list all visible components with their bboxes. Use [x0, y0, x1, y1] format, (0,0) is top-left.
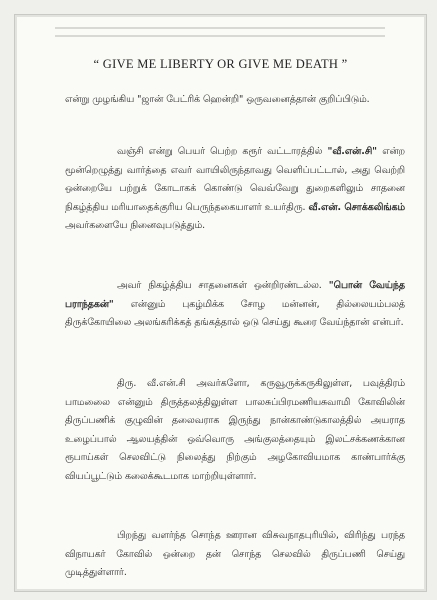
- paragraph-text: பிறந்து வளர்ந்த சொந்த ஊரான விசுவநாதபுரியில், விரிந்து பரந்த விநாயகர் கோவில் ஒன்றை தன் சொந்த செலவில் திருப்பணி செய்து முடித்துள்ளார்.: [65, 530, 405, 578]
- highlight-text: "வீ.என்.சி": [327, 146, 378, 157]
- paragraph-2: [65, 143, 405, 236]
- paragraph-text: வஞ்சி என்று பெயர் பெற்ற கரூர் வட்டாரத்தில்: [117, 146, 328, 157]
- bleed-through-line: [55, 27, 385, 29]
- document-page: [14, 14, 427, 592]
- document-title: “ GIVE ME LIBERTY OR GIVE ME DEATH ”: [93, 57, 348, 71]
- paragraph-4: [65, 375, 405, 486]
- paragraph-text: என்ற மூன்றெழுத்து வார்த்தை எவர் வாயிலிருந்தாவது வெளிப்பட்டால், அது வெற்றி ஒன்றையே பற்றுக் கோடாகக் கொண்டு வெவ்வேறு துறைகளிலும் சாதனை நிகழ்த்திய மரியாதைக்குரிய பெருந்தகையாளர் உயர்திரு.: [65, 146, 405, 213]
- person-name: வீ.என். சொக்கலிங்கம்: [308, 201, 405, 213]
- paragraph-5: [65, 527, 405, 583]
- paragraph-1: [65, 91, 405, 110]
- paragraph-text: அவர் நிகழ்த்திய சாதனைகள் ஒன்றிரண்டல்ல.: [117, 280, 329, 291]
- bleed-through-line: [55, 35, 385, 37]
- paragraph-text: திரு. வீ.என்.சி அவர்களோ, கருவூருக்கருகிலுள்ள, பவுத்திரம் பாமலைை என்னும் திருத்தலத்திலுள்ள பாலசுப்பிரமணியசுவாமி கோவிலின் திருப்பணிக் குழுவின் தலைவராக இருந்து நான்காண்டுகாலத்தில் அயராத உழைப்பால் ஆலயத்தின் ஒவ்வொரு அங்குலத்தையும் இலட்சக்கணக்கான ரூபாய்கள் செலவிட்டு நிலைத்து நிற்கும் அழகோவியமாக காண்பார்க்கு வியப்பூட்டும் கலைக்கூடமாக மாற்றியுள்ளார்.: [65, 378, 405, 482]
- highlight-text: "பொன் வேய்ந்த பராந்தகன்": [65, 280, 406, 310]
- paragraph-text: என்னும் புகழ்மிக்க சோழ மன்னன், தில்லையம்பலத் திருக்கோயிலை அலங்கரிக்கத் தங்கத்தால் ஒடு செய்து கூரை வேய்ந்தான் என்பர்.: [65, 298, 405, 328]
- paragraph-text: அவர்களையே நினைவுபடுத்தும்.: [65, 220, 206, 231]
- paragraph-text: என்று முழங்கிய "ஜான் பேட்ரிக் ஹென்றி" ஒருவனைத்தான் குறிப்பிடும்.: [65, 94, 370, 105]
- paragraph-3: [65, 277, 405, 333]
